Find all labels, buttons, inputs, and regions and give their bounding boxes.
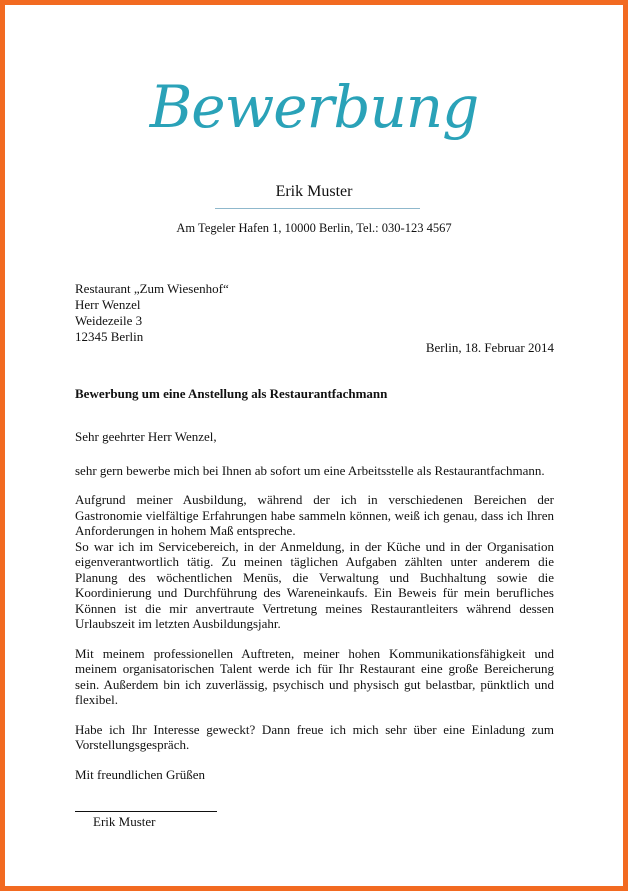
recipient-person: Herr Wenzel — [75, 297, 141, 312]
recipient-city: 12345 Berlin — [75, 329, 144, 344]
salutation: Sehr geehrter Herr Wenzel, — [75, 429, 217, 444]
recipient-company: Restaurant „Zum Wiesenhof“ — [75, 281, 229, 296]
document-title: Bewerbung — [149, 73, 479, 141]
paragraph-invitation: Habe ich Ihr Interesse geweckt? Dann freue ich mich sehr über eine Einladung zum Vorstellungsgespräch. — [75, 721, 554, 752]
signature-line — [75, 811, 217, 812]
letter-subject: Bewerbung um eine Anstellung als Restaurantfachmann — [75, 386, 388, 401]
letter-body — [75, 429, 554, 796]
applicant-name: Erik Muster — [275, 183, 353, 200]
recipient-street: Weidezeile 3 — [75, 313, 143, 328]
closing: Mit freundlichen Grüßen — [75, 766, 205, 782]
name-divider — [215, 208, 420, 209]
letter-date: Berlin, 18. Februar 2014 — [425, 340, 554, 355]
letter-page — [5, 5, 623, 886]
paragraph-experience: So war ich im Servicebereich, in der Anmeldung, in der Küche und in der Organisation eigenverantwortlich tätig. Zu meinen täglichen Aufgaben zählten unter anderem die Planung des wöchentlichen Menüs, die Verwaltung und Buchhaltung sowie die Koordinierung und Durchführung des Wareneinkaufs. Ein Beweis für mein berufliches Können ist die mir anvertraute Vertretung meines Restaurantleiters während dessen Urlaubszeit im letzten Ausbildungsjahr. — [75, 538, 554, 631]
signature-name: Erik Muster — [93, 814, 156, 829]
paragraph-qualities: Mit meinem professionellen Auftreten, meiner hohen Kommunikationsfähigkeit und meinem organisatorischen Talent werde ich für Ihr Restaurant eine große Bereicherung sein. Außerdem bin ich zuverlässig, psychisch und physisch gut belastbar, pünktlich und flexibel. — [75, 645, 554, 707]
paragraph-training: Aufgrund meiner Ausbildung, während der ich in verschiedenen Bereichen der Gastronomie vielfältige Erfahrungen habe sammeln können, weiß ich genau, dass ich Ihren Anforderungen in hohem Maß entspreche. — [75, 492, 554, 538]
paragraph-intro: sehr gern bewerbe mich bei Ihnen ab sofort um eine Arbeitsstelle als Restaurantfachmann. — [75, 462, 545, 478]
applicant-contact: Am Tegeler Hafen 1, 10000 Berlin, Tel.: 030-123 4567 — [176, 221, 452, 235]
recipient-address — [75, 281, 229, 345]
